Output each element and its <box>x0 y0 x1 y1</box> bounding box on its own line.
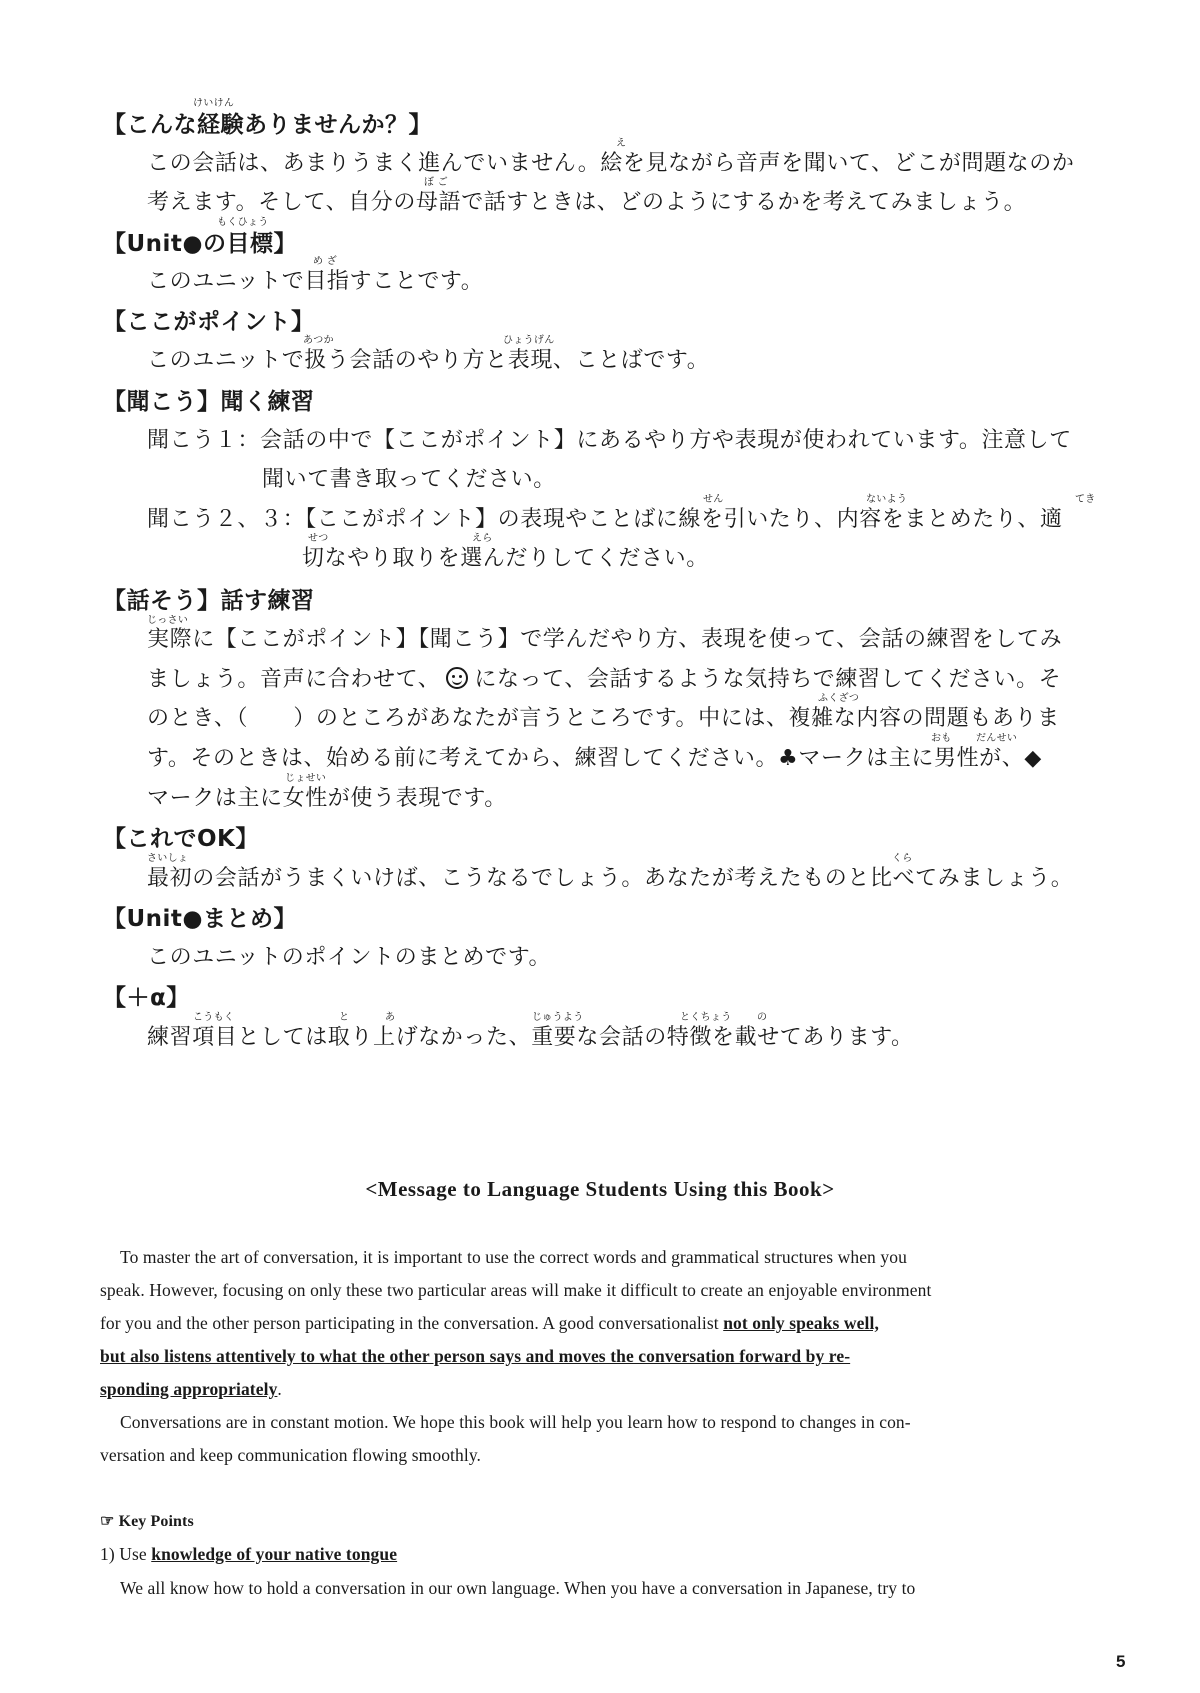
text-line: 考えます。そして、自分の母語で話すときは、どのようにするかを考えてみましょう。 <box>147 190 1027 215</box>
text-line: 切なやり取りを選んだりしてください。 <box>302 546 709 571</box>
ruby: こうもく <box>193 1012 235 1023</box>
pointing-hand-icon: ☞ <box>100 1513 115 1530</box>
ruby: ぼ ご <box>424 177 449 188</box>
text-span: ましょう。音声に合わせて、 <box>147 667 441 692</box>
text-line: 実際に【ここがポイント】【聞こう】で学んだやり方、表現を使って、会話の練習をしてみ <box>147 627 1063 652</box>
heading-unit-goal: 【Unit●の目標】 <box>103 231 297 257</box>
text-line: このユニットのポイントのまとめです。 <box>147 945 552 970</box>
ruby: てき <box>1075 494 1096 505</box>
heading-point: 【ここがポイント】 <box>103 309 315 335</box>
ruby: あ <box>385 1012 396 1023</box>
ruby: あつか <box>303 335 334 346</box>
message-title: <Message to Language Students Using this Book> <box>365 1177 835 1201</box>
page-number: 5 <box>1116 1652 1126 1671</box>
ruby: じょせい <box>285 773 327 784</box>
ruby: じっさい <box>147 615 189 626</box>
ruby: じゅうよう <box>532 1012 584 1023</box>
heading-listen: 【聞こう】聞く練習 <box>103 389 315 415</box>
paragraph-line: To master the art of conversation, it is important to use the correct words and grammatical structures when you <box>120 1247 907 1267</box>
ruby: とくちょう <box>680 1012 732 1023</box>
ruby: せん <box>703 494 724 505</box>
ruby: くら <box>892 853 913 864</box>
text-line: この会話は、あまりうまく進んでいません。絵を見ながら音声を聞いて、どこが問題なのか <box>147 151 1075 176</box>
ruby: えら <box>472 533 493 544</box>
text-span: for you and the other person participating in the conversation. A good conversationalist <box>100 1313 724 1333</box>
key-points-heading <box>100 1511 194 1531</box>
paragraph-line <box>100 1313 879 1334</box>
text-line: 練習項目としては取り上げなかった、重要な会話の特徴を載せてあります。 <box>147 1025 914 1050</box>
heading-plus-alpha: 【＋α】 <box>103 985 190 1011</box>
ruby: けいけん <box>193 98 235 109</box>
text-line: 聞こう２、３：【ここがポイント】の表現やことばに線を引いたり、内容をまとめたり、適 <box>147 507 1063 532</box>
ruby: と <box>339 1012 350 1023</box>
text-line: このユニットで扱う会話のやり方と表現、ことばです。 <box>147 348 710 373</box>
ruby: ふくざつ <box>818 693 860 704</box>
text-line: このユニットで目指すことです。 <box>147 269 484 294</box>
ruby: め ざ <box>313 256 338 267</box>
text-line: マークは主に女性が使う表現です。 <box>147 786 507 811</box>
ruby: だんせい <box>976 733 1018 744</box>
emphasis: not only speaks well, <box>723 1313 879 1333</box>
emphasis: knowledge of your native tongue <box>151 1544 398 1564</box>
key-points-title: Key Points <box>118 1513 194 1530</box>
text-span: 1) Use <box>100 1544 152 1564</box>
text-line: 最初の会話がうまくいけば、こうなるでしょう。あなたが考えたものと比べてみましょう。 <box>147 866 1074 891</box>
paragraph-line: versation and keep communication flowing smoothly. <box>100 1445 482 1465</box>
heading-speak: 【話そう】話す練習 <box>103 588 315 614</box>
text-line: 聞いて書き取ってください。 <box>262 467 556 492</box>
ruby: の <box>757 1012 768 1023</box>
ruby: え <box>616 138 627 149</box>
text-span: になって、会話するような気持ちで練習してください。そ <box>474 667 1062 692</box>
paragraph-line-emphasis: but also listens attentively to what the other person says and moves the conversation forward by re- <box>100 1346 851 1366</box>
ruby: さいしょ <box>147 853 189 864</box>
ruby: ひょうげん <box>503 335 555 346</box>
heading-summary: 【Unit●まとめ】 <box>103 906 297 932</box>
emphasis: sponding appropriately <box>100 1379 278 1399</box>
heading-experience: 【こんな経験ありませんか？】 <box>103 112 432 138</box>
text-line: のとき、（ ）のところがあなたが言うところです。中には、複雑な内容の問題もありま <box>147 706 1060 731</box>
text-span: . <box>277 1379 282 1399</box>
paragraph-line: Conversations are in constant motion. We hope this book will help you learn how to respond to changes in con- <box>120 1412 911 1432</box>
ruby: おも <box>931 733 952 744</box>
smiley-icon <box>446 667 468 689</box>
key-point-1 <box>100 1544 397 1565</box>
ruby: ないよう <box>866 494 908 505</box>
paragraph-line: We all know how to hold a conversation in our own language. When you have a conversation in Japanese, try to <box>120 1578 916 1598</box>
text-line: 聞こう１：会話の中で【ここがポイント】にあるやり方や表現が使われています。注意して <box>147 428 1072 453</box>
paragraph-line <box>100 1379 282 1400</box>
ruby: もくひょう <box>217 217 269 228</box>
paragraph-line: speak. However, focusing on only these two particular areas will make it difficult to create an enjoyable environment <box>100 1280 932 1300</box>
text-line <box>147 662 1061 693</box>
text-line: す。そのときは、始める前に考えてから、練習してください。♣マークは主に男性が、◆ <box>147 746 1042 771</box>
ruby: せつ <box>308 533 329 544</box>
heading-ok: 【これでOK】 <box>103 826 259 852</box>
